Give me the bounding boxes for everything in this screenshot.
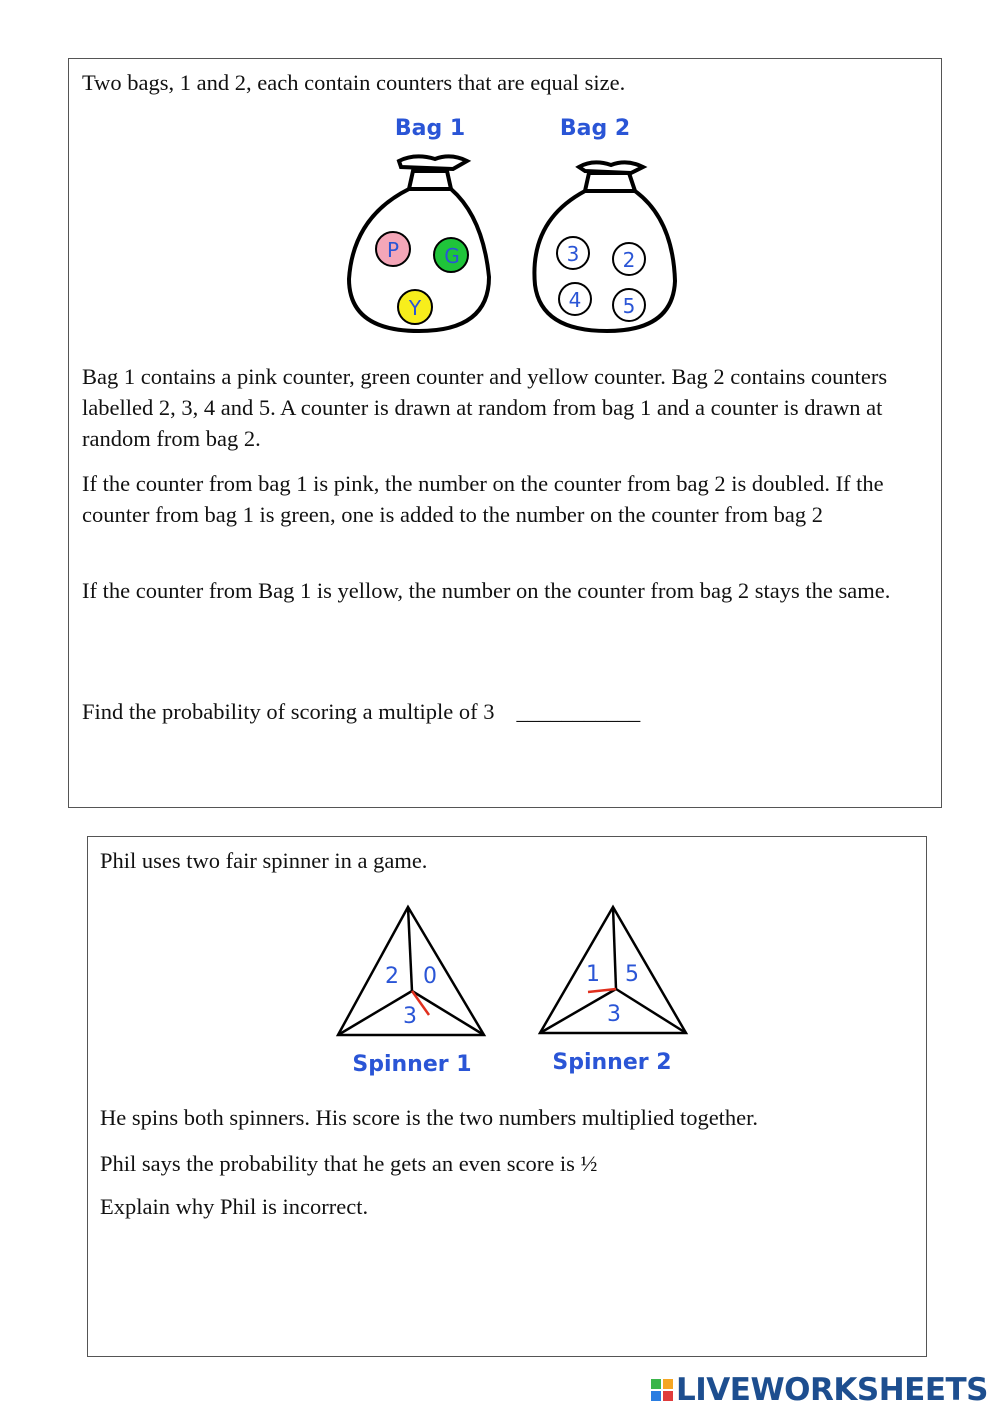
bag-1-counter-yellow (398, 290, 432, 324)
liveworksheets-logo-icon (651, 1379, 673, 1401)
bag-2-counter-5 (613, 289, 645, 321)
svg-text:G: G (444, 244, 460, 268)
liveworksheets-logo-text: LIVEWORKSHEETS (676, 1372, 988, 1408)
q1-rule-yellow: If the counter from Bag 1 is yellow, the number on the counter from bag 2 stays the same. (82, 578, 891, 603)
svg-text:2: 2 (622, 248, 636, 272)
q1-intro: Two bags, 1 and 2, each contain counters that are equal size. (82, 70, 626, 95)
bag-2-counter-3 (557, 237, 589, 269)
q1-rule-pink-green: If the counter from bag 1 is pink, the number on the counter from bag 2 is doubled. If the counter from bag 1 is green, one is added to the number on the counter from bag 2 (82, 471, 884, 527)
q1-answer-blank[interactable]: ___________ (516, 699, 641, 724)
spinner-2-number-5: 5 (625, 962, 639, 987)
q2-line-1: He spins both spinners. His score is the two numbers multiplied together. (100, 1105, 759, 1130)
q1-question (82, 696, 932, 727)
q1-description: Bag 1 contains a pink counter, green counter and yellow counter. Bag 2 contains counters labelled 2, 3, 4 and 5. A counter is drawn at random from bag 1 and a counter is drawn at random from bag 2. (82, 364, 888, 451)
bag-2-icon (534, 162, 675, 331)
spinner-1-number-0: 0 (423, 964, 437, 989)
spinner-2-label: Spinner 2 (552, 1050, 672, 1075)
bag-2-counter-4 (559, 283, 591, 315)
svg-text:5: 5 (622, 294, 636, 318)
spinner-1-number-3: 3 (403, 1004, 417, 1029)
bag-2-label: Bag 2 (559, 116, 631, 141)
question-2-box (87, 836, 927, 1357)
question-1-box (68, 58, 942, 808)
bag-2-counter-2 (613, 243, 645, 275)
q2-intro: Phil uses two fair spinner in a game. (100, 848, 428, 873)
svg-text:P: P (386, 238, 400, 262)
bags-illustration (339, 109, 699, 339)
bag-1-label: Bag 1 (394, 116, 466, 141)
q1-question-text: Find the probability of scoring a multiple of 3 (82, 699, 495, 724)
spinners-illustration (334, 903, 694, 1083)
bag-1-counter-green (434, 238, 468, 272)
spinner-1-number-2: 2 (385, 964, 399, 989)
svg-text:3: 3 (566, 242, 580, 266)
liveworksheets-logo (651, 1372, 988, 1408)
bag-1-counter-pink (376, 232, 410, 266)
q2-line-3: Explain why Phil is incorrect. (100, 1194, 369, 1219)
spinner-1-label: Spinner 1 (352, 1052, 472, 1077)
q2-line-2: Phil says the probability that he gets an even score is ½ (100, 1151, 598, 1176)
svg-text:Y: Y (408, 296, 422, 320)
spinner-2-number-3: 3 (607, 1002, 621, 1027)
spinner-2-number-1: 1 (586, 962, 600, 987)
svg-text:4: 4 (568, 288, 582, 312)
